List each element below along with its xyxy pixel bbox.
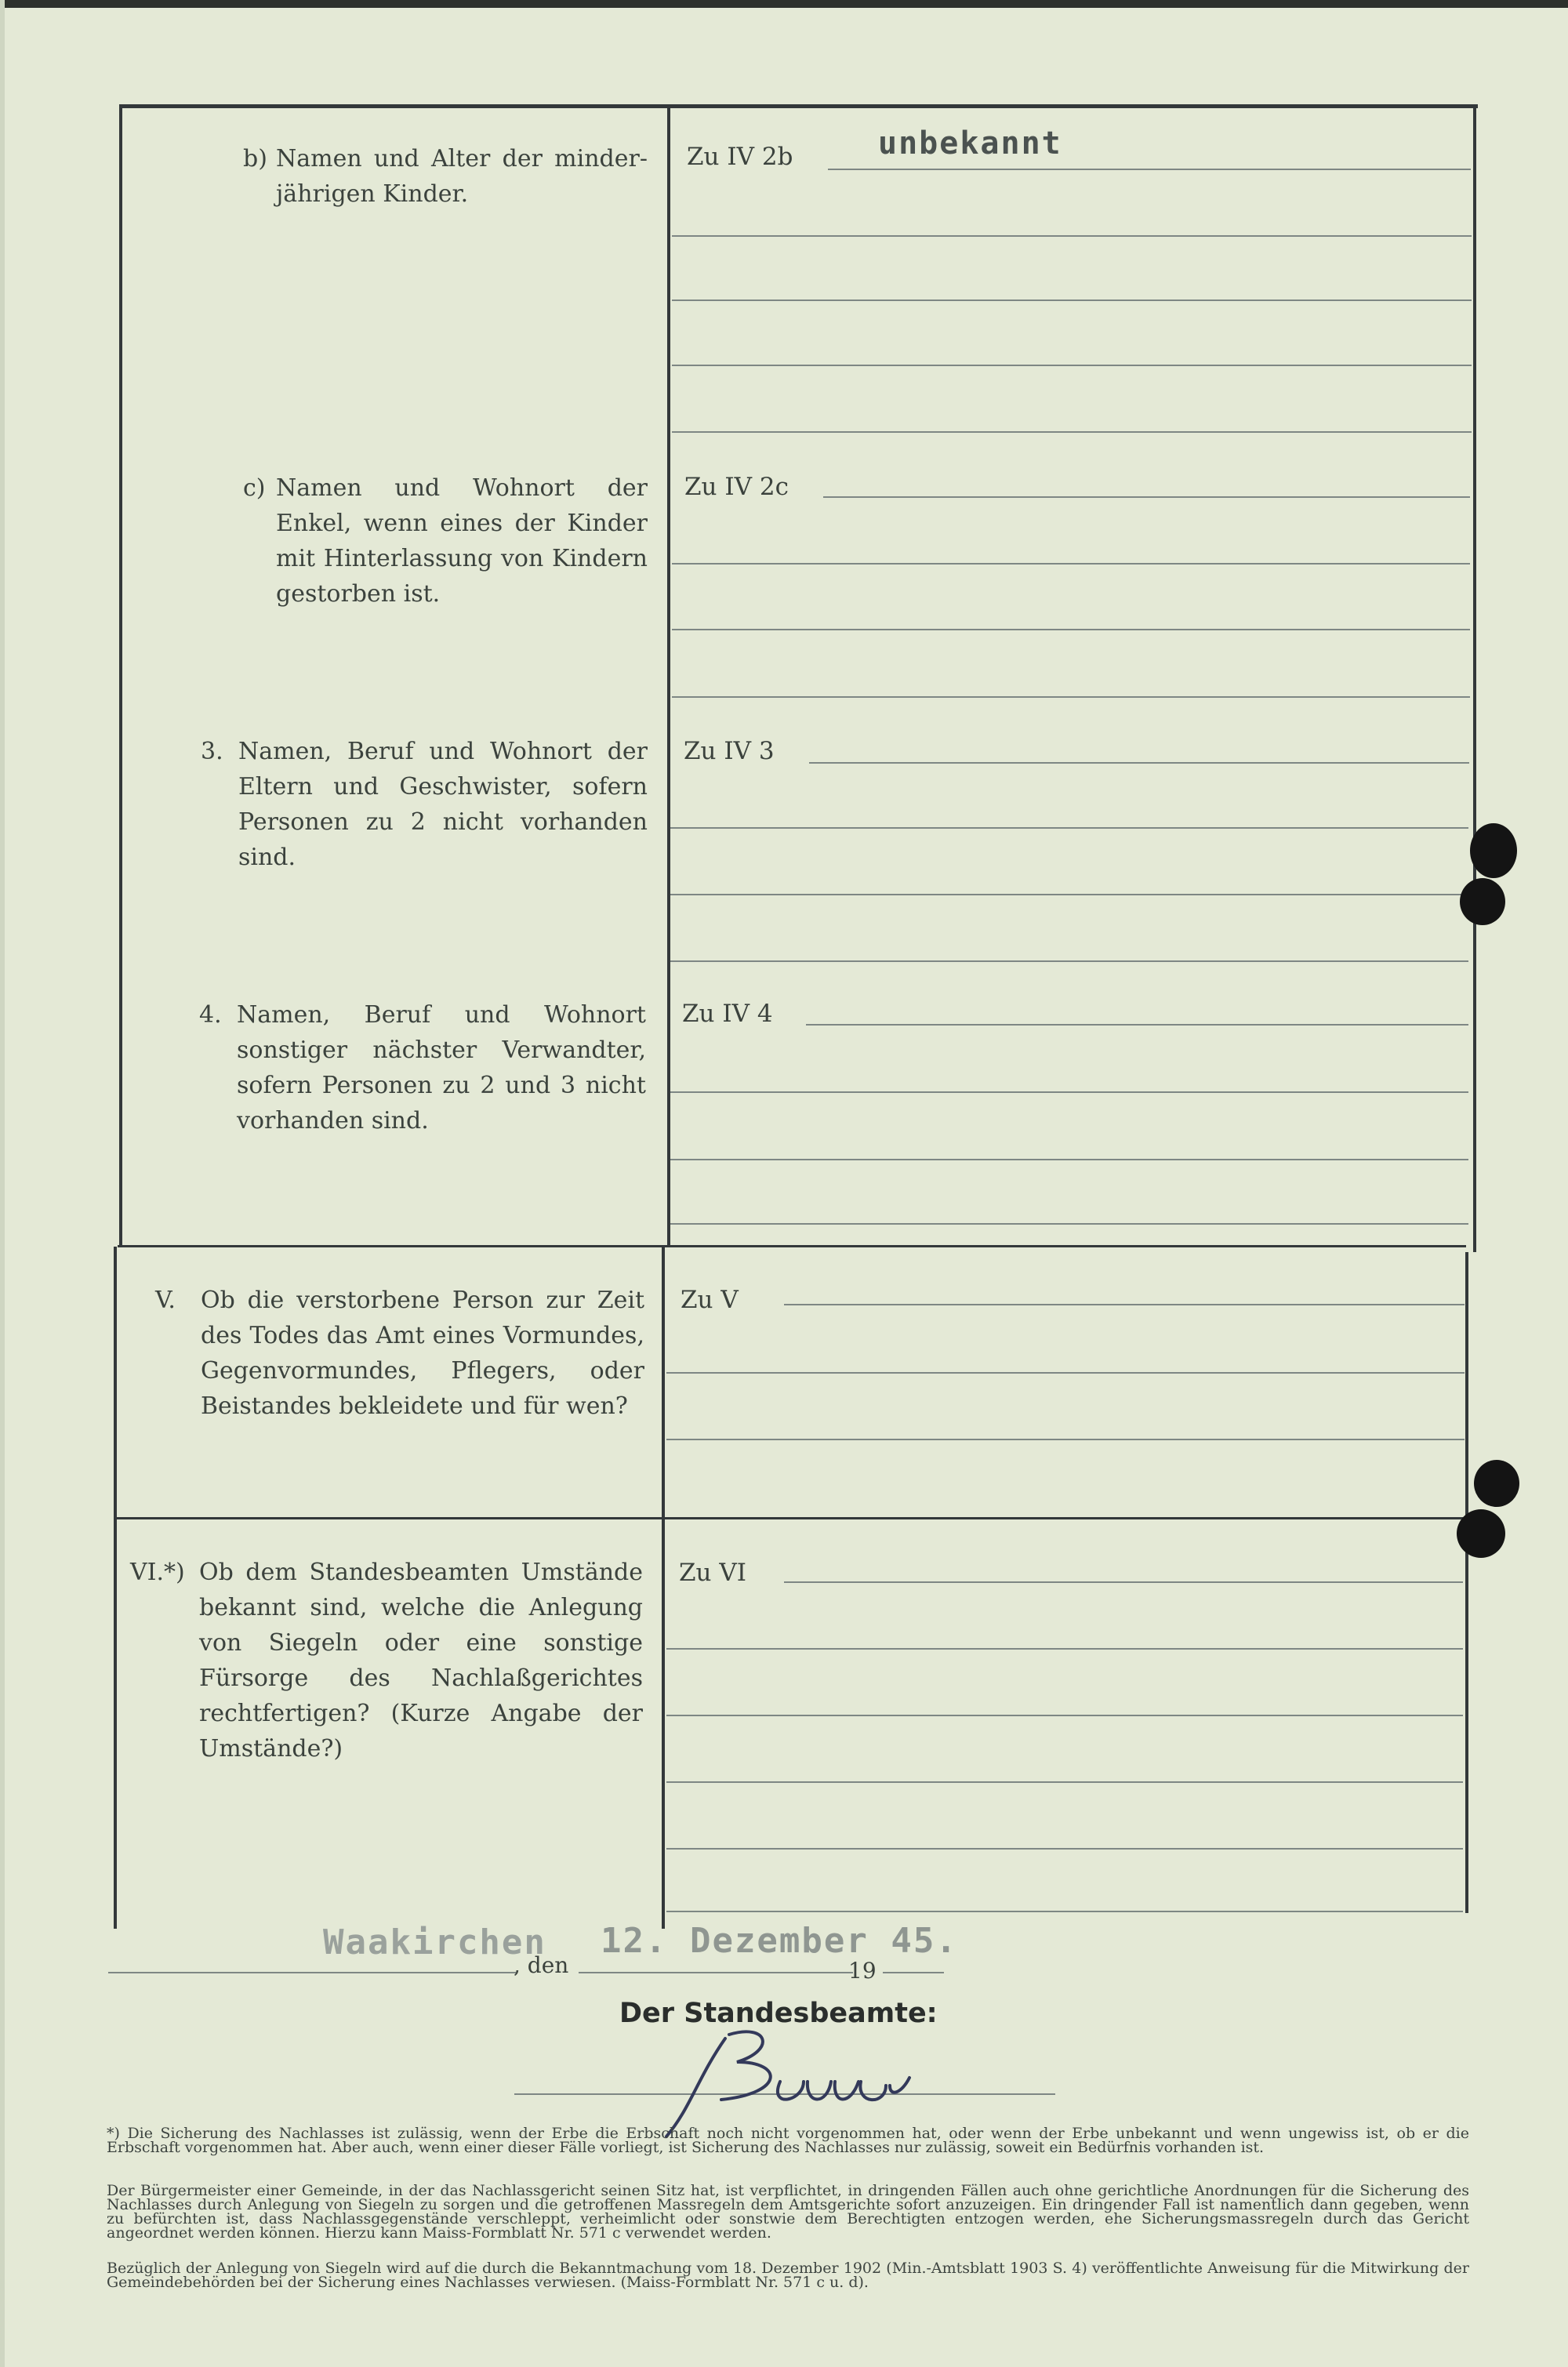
century-label: 19: [848, 1958, 877, 1984]
write-line: [784, 1581, 1463, 1583]
ref-iv-4: Zu IV 4: [682, 1000, 773, 1028]
question-c-text: Namen und Wohnort der Enkel, wenn eines der Kinder mit Hinterlassung von Kindern gestorben ist.: [276, 474, 648, 608]
write-line: [670, 1091, 1468, 1093]
date-typed: 12. Dezember 45.: [601, 1921, 958, 1961]
write-line: [672, 300, 1472, 301]
question-3-label: 3.: [201, 738, 223, 765]
write-line: [672, 365, 1472, 366]
write-line: [672, 563, 1470, 565]
question-c: [243, 470, 648, 612]
question-c-label: c): [243, 474, 266, 502]
write-line: [666, 1715, 1463, 1716]
write-line: [666, 1648, 1463, 1650]
write-line: [670, 960, 1468, 962]
write-line: [670, 1223, 1468, 1225]
write-line: [672, 235, 1472, 237]
question-b-label: b): [243, 145, 267, 172]
question-4-text: Namen, Beruf und Wohnort sonstiger nächster Verwandter, sofern Personen zu 2 und 3 nicht vorhanden sind.: [237, 1001, 646, 1134]
write-line: [670, 894, 1468, 895]
ref-v: Zu V: [681, 1286, 739, 1314]
write-line: [828, 169, 1471, 170]
question-vi-label: VI.*): [130, 1559, 185, 1586]
question-4-label: 4.: [199, 1001, 222, 1029]
ref-iv-2b: Zu IV 2b: [687, 143, 793, 171]
write-line: [672, 629, 1470, 630]
question-4: [199, 997, 646, 1138]
write-line: [670, 1159, 1468, 1160]
date-line: [579, 1972, 853, 1973]
write-line: [670, 827, 1468, 829]
punch-hole-mark: [1474, 1460, 1519, 1507]
write-line: [784, 1304, 1465, 1305]
question-v-text: Ob die verstorbene Person zur Zeit des Todes das Amt eines Vormundes, Gegenvormundes, Pflegers, oder Beistandes bekleidete und für wen?: [201, 1287, 644, 1420]
year-line: [883, 1972, 944, 1973]
ref-vi: Zu VI: [679, 1559, 746, 1587]
row-divider-vi: [114, 1517, 1468, 1519]
place-line: [108, 1972, 516, 1973]
den-label: , den: [514, 1952, 569, 1978]
footnote-2: Der Bürgermeister einer Gemeinde, in der das Nachlassgericht seinen Sitz hat, ist verpflichtet, in dringenden Fällen auch ohne gerichtliche Anordnungen für die Sicherung des Nachlasses durch Anlegung von Siegeln zu sorgen und die getroffenen Massregeln dem Amtsgerichte sofort anzuzeigen. Ein dringender Fall ist namentlich dann gegeben, wenn zu befürchten ist, dass Nachlassgegenstände verschleppt, verheimlicht oder sonstwie dem Berechtigten entzogen werden, ehe Sicherungsmassregeln durch das Gericht angeordnet werden können. Hierzu kann Maiss-Formblatt Nr. 571 c verwendet werden.: [107, 2182, 1469, 2242]
column-divider-lower: [662, 1247, 665, 1929]
question-3-text: Namen, Beruf und Wohnort der Eltern und Geschwister, sofern Personen zu 2 nicht vorhanden sind.: [238, 738, 648, 871]
write-line: [666, 1848, 1463, 1850]
question-vi-text: Ob dem Standesbeamten Umstände bekannt sind, welche die Anlegung von Siegeln oder eine sonstige Fürsorge des Nachlaßgerichtes rechtfertigen? (Kurze Angabe der Umstände?): [199, 1559, 643, 1763]
punch-hole-mark: [1457, 1509, 1505, 1558]
table-right-border-upper: [1473, 106, 1476, 1252]
write-line: [672, 431, 1472, 433]
answer-b-typed: unbekannt: [878, 125, 1062, 162]
table-top-border: [120, 104, 1478, 108]
registrar-title: Der Standesbeamte:: [619, 1998, 938, 2029]
write-line: [672, 696, 1470, 698]
footnote-3: Bezüglich der Anlegung von Siegeln wird auf die durch die Bekanntmachung vom 18. Dezember 1902 (Min.-Amtsblatt 1903 S. 4) veröffentlichte Anweisung für die Mitwirkung der Gemeindebehörden bei der Sicherung eines Nachlasses verwiesen. (Maiss-Formblatt Nr. 571 c u. d).: [107, 2260, 1469, 2291]
write-line: [666, 1439, 1465, 1440]
question-3: [201, 734, 648, 875]
punch-hole-mark: [1470, 823, 1517, 878]
question-v: [155, 1283, 644, 1424]
question-b-text: Namen und Alter der minder-jährigen Kinder.: [276, 145, 648, 208]
footnote-1: *) Die Sicherung des Nachlasses ist zulässig, wenn der Erbe die Erbschaft noch nicht vorgenommen hat, oder wenn der Erbe unbekannt und wenn ungewiss ist, ob er die Erbschaft vorgenommen hat. Aber auch, wenn einer dieser Fälle vorliegt, ist Sicherung des Nachlasses nur zulässig, soweit ein Bedürfnis vorhanden ist.: [107, 2125, 1469, 2156]
table-left-border-upper: [119, 104, 122, 1247]
write-line: [806, 1024, 1468, 1026]
table-right-border-lower: [1465, 1252, 1468, 1913]
question-vi: [130, 1555, 643, 1766]
write-line: [823, 496, 1470, 498]
question-b: [243, 141, 648, 212]
write-line: [666, 1372, 1465, 1374]
ref-iv-2c: Zu IV 2c: [684, 473, 789, 501]
table-left-border-lower: [114, 1247, 117, 1929]
question-v-label: V.: [155, 1287, 176, 1314]
write-line: [809, 762, 1469, 764]
ref-iv-3: Zu IV 3: [684, 737, 775, 765]
place-typed: Waakirchen: [323, 1922, 546, 1962]
row-divider-v: [118, 1245, 1466, 1247]
punch-hole-mark: [1460, 878, 1505, 925]
write-line: [666, 1911, 1463, 1912]
column-divider-upper: [667, 106, 670, 1247]
write-line: [666, 1781, 1463, 1783]
